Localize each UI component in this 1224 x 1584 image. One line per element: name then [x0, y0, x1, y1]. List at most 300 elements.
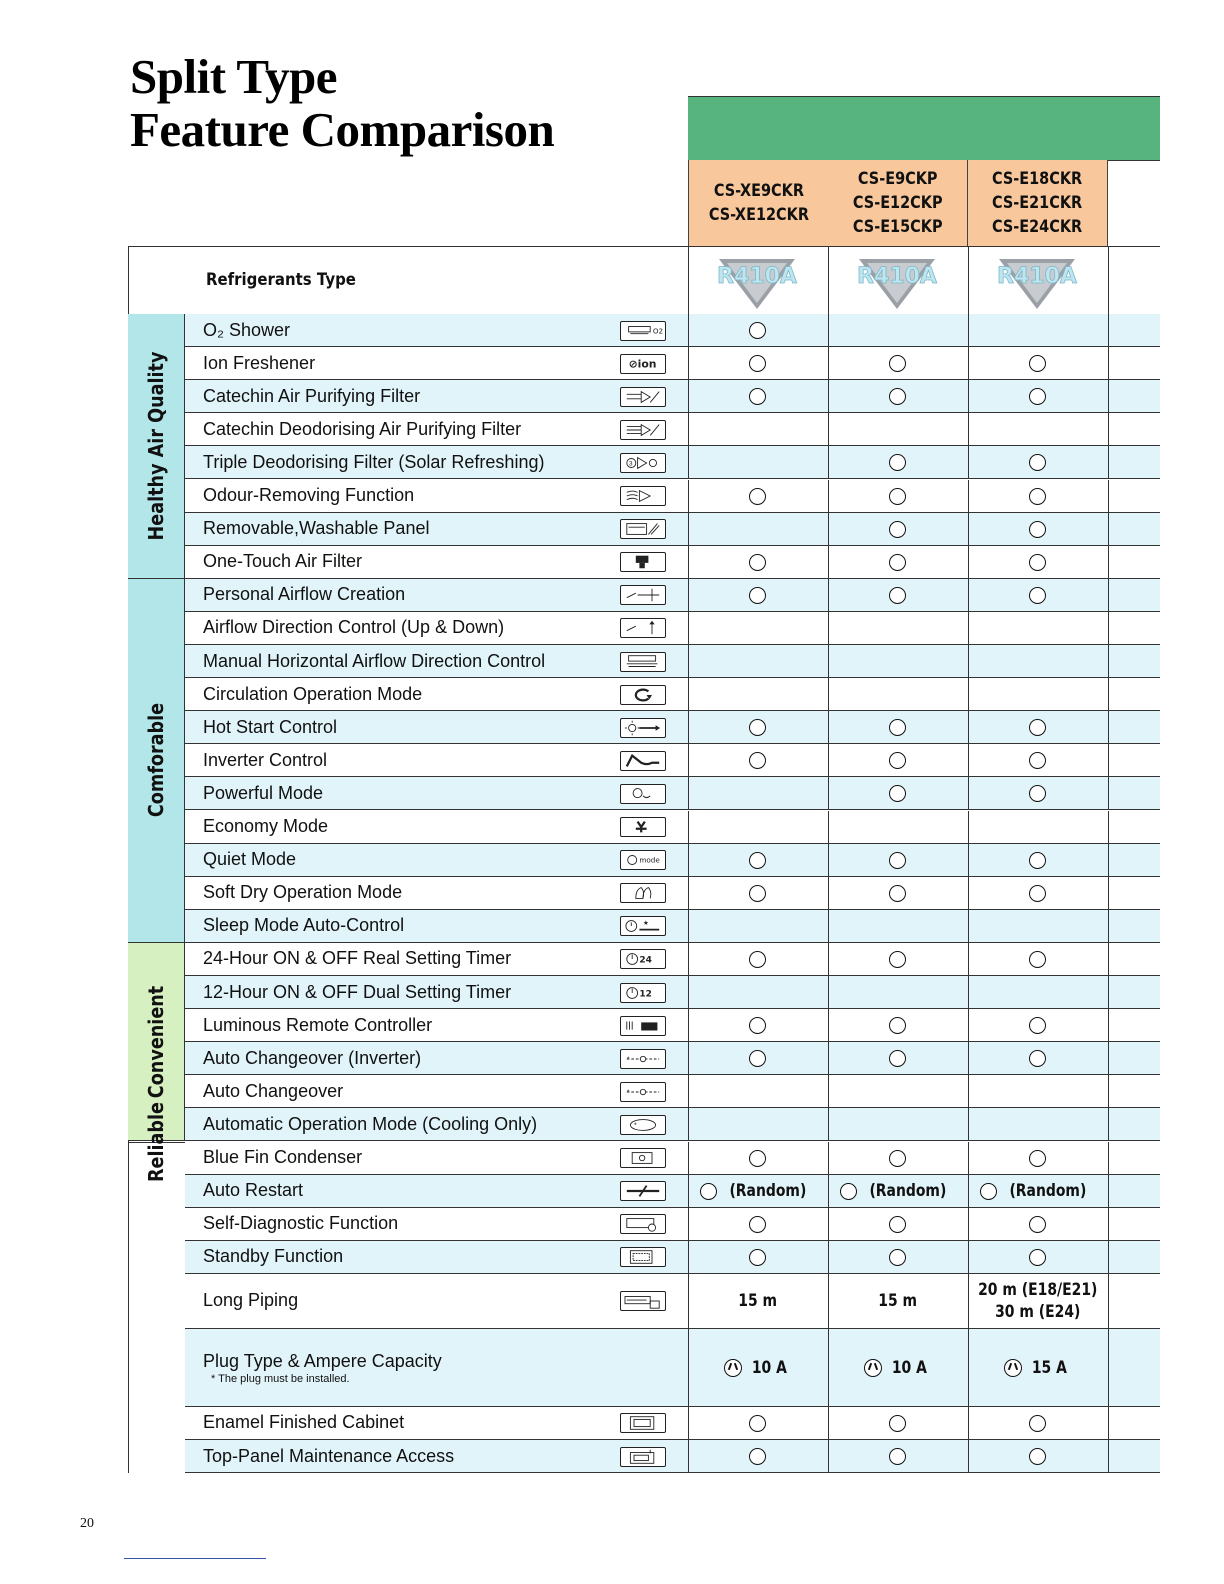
- table-row: [185, 347, 1160, 380]
- economy-mode-icon: [620, 817, 666, 837]
- available-circle-icon: [889, 719, 906, 736]
- table-row: [185, 1329, 1160, 1407]
- available-circle-icon: [1029, 885, 1046, 902]
- feature-label: Auto Restart: [203, 1180, 304, 1201]
- available-circle-icon: [889, 1448, 906, 1465]
- auto-changeover-icon: [620, 1082, 666, 1102]
- table-row: [185, 744, 1160, 777]
- feature-label: Long Piping: [203, 1290, 299, 1311]
- value-cell: [828, 1208, 967, 1241]
- available-circle-icon: [889, 554, 906, 571]
- table-row: [185, 314, 1160, 347]
- value-cell: [688, 612, 827, 645]
- feature-label: Auto Changeover: [203, 1080, 344, 1101]
- feature-label: Triple Deodorising Filter (Solar Refreshing): [203, 451, 545, 472]
- enamel-cabinet-icon: [620, 1413, 666, 1433]
- value-cell: [968, 1407, 1107, 1440]
- value-cell: [828, 1329, 967, 1407]
- value-cell: [688, 777, 827, 810]
- r410a-logo-icon: [853, 253, 941, 311]
- value-cell: [688, 1108, 827, 1141]
- value-cell: [688, 446, 827, 479]
- available-circle-icon: [889, 785, 906, 802]
- value-cell: [688, 711, 827, 744]
- available-circle-icon: [749, 1017, 766, 1034]
- table-row: [185, 678, 1160, 711]
- available-circle-icon: [1029, 1448, 1046, 1465]
- value-cell: [688, 513, 827, 546]
- available-circle-icon: [889, 388, 906, 405]
- value-cell: [968, 347, 1107, 380]
- svg-text:24: 24: [639, 956, 652, 967]
- horizontal-airflow-icon: [620, 652, 666, 672]
- table-row: [185, 446, 1160, 479]
- logo-text: R410A: [857, 264, 937, 289]
- value-cell: [968, 1329, 1107, 1407]
- personal-airflow-icon: [620, 585, 666, 605]
- ampere-text: 10 A: [751, 1357, 788, 1378]
- feature-label: Blue Fin Condenser: [203, 1147, 363, 1168]
- available-circle-icon: [980, 1183, 997, 1200]
- value-cell: [828, 446, 967, 479]
- page-title: [130, 50, 554, 156]
- value-cell: [688, 943, 827, 976]
- feature-label: 24-Hour ON & OFF Real Setting Timer: [203, 948, 512, 969]
- available-circle-icon: [889, 752, 906, 769]
- value-cell: [968, 744, 1107, 777]
- value-cell: [688, 1407, 827, 1440]
- ion-icon: [620, 354, 666, 374]
- value-cell: [828, 744, 967, 777]
- available-circle-icon: [1029, 1150, 1046, 1167]
- value-cell: [688, 314, 827, 347]
- table-row: [185, 380, 1160, 413]
- r410a-logo-icon: [993, 253, 1081, 311]
- feature-label: Hot Start Control: [203, 716, 338, 737]
- value-cell: [968, 678, 1107, 711]
- feature-label: Self-Diagnostic Function: [203, 1213, 399, 1234]
- value-cell: [688, 1440, 827, 1473]
- o2-shower-icon: [620, 321, 666, 341]
- available-circle-icon: [1029, 1249, 1046, 1266]
- auto-restart-icon: [620, 1181, 666, 1201]
- available-circle-icon: [749, 1150, 766, 1167]
- table-row: [185, 711, 1160, 744]
- available-circle-icon: [1029, 852, 1046, 869]
- model-name: CS-E9CKP: [857, 169, 938, 189]
- available-circle-icon: [889, 852, 906, 869]
- available-circle-icon: [889, 587, 906, 604]
- table-row: [185, 811, 1160, 844]
- value-cell: [968, 1108, 1107, 1141]
- auto-operation-icon: [620, 1115, 666, 1135]
- category-comforable: [128, 579, 185, 943]
- available-circle-icon: [749, 752, 766, 769]
- value-cell: [688, 579, 827, 612]
- available-circle-icon: [1029, 1216, 1046, 1233]
- remote-controller-icon: [620, 1016, 666, 1036]
- logo-text: R410A: [717, 264, 797, 289]
- feature-label: One-Touch Air Filter: [203, 551, 363, 572]
- value-cell: [688, 976, 827, 1009]
- table-row: [185, 844, 1160, 877]
- feature-label: Top-Panel Maintenance Access: [203, 1445, 455, 1466]
- value-cell: [828, 1142, 967, 1175]
- triple-deodorising-icon: [620, 453, 666, 473]
- svg-text:*: *: [634, 1120, 637, 1130]
- table-row: [185, 612, 1160, 645]
- top-panel-icon: [620, 1447, 666, 1467]
- self-diagnostic-icon: [620, 1214, 666, 1234]
- value-cell: [688, 678, 827, 711]
- value-cell: [828, 347, 967, 380]
- table-row: [185, 1142, 1160, 1175]
- table-row: [185, 579, 1160, 612]
- value-cell: [968, 612, 1107, 645]
- available-circle-icon: [1029, 388, 1046, 405]
- model-header-1: [688, 160, 829, 246]
- table-row: [185, 976, 1160, 1009]
- value-cell: [688, 347, 827, 380]
- feature-label: Ion Freshener: [203, 352, 316, 373]
- value-cell: [688, 1274, 827, 1329]
- model-name: CS-XE12CKR: [708, 205, 809, 225]
- feature-label: Circulation Operation Mode: [203, 683, 423, 704]
- value-cell: [688, 1241, 827, 1274]
- table-row: [185, 480, 1160, 513]
- model-name: CS-E15CKP: [852, 217, 943, 237]
- model-name: CS-E24CKR: [992, 217, 1083, 237]
- value-cell: [828, 380, 967, 413]
- value-cell: [688, 744, 827, 777]
- catechin-filter-icon: [620, 387, 666, 407]
- timer-12-icon: [620, 983, 666, 1003]
- available-circle-icon: [1029, 1017, 1046, 1034]
- value-cell: [688, 1075, 827, 1108]
- value-text: (Random): [1009, 1181, 1087, 1202]
- feature-label: Plug Type & Ampere Capacity: [203, 1350, 442, 1371]
- value-cell: [828, 645, 967, 678]
- feature-label: Airflow Direction Control (Up & Down): [203, 617, 505, 638]
- value-cell: [688, 380, 827, 413]
- model-name: CS-E18CKR: [992, 169, 1083, 189]
- value-cell: [968, 1075, 1107, 1108]
- powerful-mode-icon: [620, 784, 666, 804]
- value-cell: [828, 877, 967, 910]
- table-row: [185, 943, 1160, 976]
- value-cell: [968, 943, 1107, 976]
- value-cell: [968, 844, 1107, 877]
- feature-label: O₂ Shower: [203, 319, 291, 340]
- available-circle-icon: [1029, 587, 1046, 604]
- category-reliable: [128, 1101, 185, 1182]
- value-cell: [688, 546, 827, 579]
- footer-line: [124, 1558, 266, 1559]
- value-cell: [828, 546, 967, 579]
- available-circle-icon: [749, 852, 766, 869]
- table-row: [185, 1009, 1160, 1042]
- model-name: CS-E12CKP: [852, 193, 943, 213]
- value-cell: [968, 1208, 1107, 1241]
- svg-text:*: *: [626, 1054, 630, 1064]
- feature-label: Personal Airflow Creation: [203, 584, 406, 605]
- value-cell: [968, 1142, 1107, 1175]
- value-cell: [968, 1274, 1107, 1329]
- feature-label: Catechin Air Purifying Filter: [203, 385, 421, 406]
- value-cell: [828, 711, 967, 744]
- available-circle-icon: [749, 322, 766, 339]
- available-circle-icon: [1029, 1415, 1046, 1432]
- value-cell: [968, 645, 1107, 678]
- value-cell: [968, 546, 1107, 579]
- value-cell: [828, 1274, 967, 1329]
- value-cell: [968, 811, 1107, 844]
- available-circle-icon: [749, 1050, 766, 1067]
- available-circle-icon: [889, 1249, 906, 1266]
- page-number: 20: [80, 1516, 94, 1531]
- table-row: [185, 910, 1160, 943]
- value-cell: [828, 314, 967, 347]
- value-cell: [968, 513, 1107, 546]
- airflow-updown-icon: [620, 618, 666, 638]
- value-cell: [828, 1407, 967, 1440]
- value-cell: [968, 446, 1107, 479]
- ampere-text: 15 A: [1031, 1357, 1068, 1378]
- value-cell: [968, 910, 1107, 943]
- svg-text:★: ★: [643, 920, 649, 928]
- model-header-2: [828, 160, 968, 246]
- value-cell: [968, 1009, 1107, 1042]
- available-circle-icon: [749, 554, 766, 571]
- feature-label: Auto Changeover (Inverter): [203, 1047, 422, 1068]
- value-cell: [828, 1241, 967, 1274]
- available-circle-icon: [749, 1249, 766, 1266]
- svg-text:12: 12: [639, 989, 652, 1000]
- available-circle-icon: [1029, 488, 1046, 505]
- table-row: [185, 1440, 1160, 1473]
- category-label: Reliable: [144, 1101, 168, 1182]
- value-cell: [688, 1175, 827, 1208]
- logo-text: R410A: [997, 264, 1077, 289]
- available-circle-icon: [889, 1415, 906, 1432]
- available-circle-icon: [1029, 355, 1046, 372]
- available-circle-icon: [1029, 1050, 1046, 1067]
- hot-start-icon: [620, 718, 666, 738]
- value-text: (Random): [729, 1181, 807, 1202]
- available-circle-icon: [889, 355, 906, 372]
- value-cell: [828, 413, 967, 446]
- table-row: [185, 877, 1160, 910]
- soft-dry-icon: [620, 883, 666, 903]
- available-circle-icon: [889, 1017, 906, 1034]
- title-line-2: Feature Comparison: [130, 102, 555, 157]
- value-text: 20 m (E18/E21) 30 m (E24): [977, 1280, 1098, 1323]
- available-circle-icon: [889, 454, 906, 471]
- value-cell: [968, 877, 1107, 910]
- value-cell: [828, 612, 967, 645]
- refrigerant-row: [128, 246, 1160, 316]
- feature-label: Quiet Mode: [203, 849, 297, 870]
- washable-panel-icon: [620, 519, 666, 539]
- category-label: Comforable: [144, 703, 168, 818]
- feature-label: Catechin Deodorising Air Purifying Filter: [203, 418, 522, 439]
- model-name: CS-E21CKR: [992, 193, 1083, 213]
- blue-fin-icon: [620, 1148, 666, 1168]
- value-cell: [828, 943, 967, 976]
- value-cell: [828, 1440, 967, 1473]
- feature-label: 12-Hour ON & OFF Dual Setting Timer: [203, 981, 512, 1002]
- value-cell: [828, 811, 967, 844]
- available-circle-icon: [1029, 752, 1046, 769]
- value-cell: [968, 1440, 1107, 1473]
- feature-label: Luminous Remote Controller: [203, 1014, 433, 1035]
- timer-24-icon: [620, 949, 666, 969]
- table-row: [185, 513, 1160, 546]
- feature-label: Enamel Finished Cabinet: [203, 1412, 405, 1433]
- feature-label: Standby Function: [203, 1246, 344, 1267]
- value-text: (Random): [869, 1181, 947, 1202]
- value-cell: [688, 1009, 827, 1042]
- available-circle-icon: [700, 1183, 717, 1200]
- value-cell: [828, 678, 967, 711]
- ampere-text: 10 A: [891, 1357, 928, 1378]
- feature-label: Economy Mode: [203, 816, 329, 837]
- standby-icon: [620, 1247, 666, 1267]
- plug-icon: [724, 1359, 742, 1377]
- value-cell: [828, 480, 967, 513]
- available-circle-icon: [840, 1183, 857, 1200]
- feature-label: Automatic Operation Mode (Cooling Only): [203, 1113, 538, 1134]
- available-circle-icon: [749, 388, 766, 405]
- available-circle-icon: [749, 719, 766, 736]
- table-row: [185, 1075, 1160, 1108]
- table-row: [185, 1042, 1160, 1075]
- value-cell: [688, 413, 827, 446]
- table-row: [185, 1274, 1160, 1329]
- table-row: [185, 1407, 1160, 1440]
- value-cell: [828, 1009, 967, 1042]
- value-cell: [968, 380, 1107, 413]
- long-piping-icon: [620, 1291, 666, 1311]
- available-circle-icon: [749, 1216, 766, 1233]
- value-cell: [688, 844, 827, 877]
- value-cell: [688, 910, 827, 943]
- table-row: [185, 645, 1160, 678]
- value-cell: [688, 1042, 827, 1075]
- available-circle-icon: [749, 885, 766, 902]
- feature-table: [128, 314, 1160, 1473]
- plug-icon: [864, 1359, 882, 1377]
- circulation-icon: [620, 685, 666, 705]
- category-healthy-air-quality: [128, 314, 185, 579]
- value-cell: [968, 1241, 1107, 1274]
- value-cell: [688, 645, 827, 678]
- svg-text:mode: mode: [639, 855, 660, 865]
- refrigerant-label: Refrigerants Type: [206, 270, 356, 290]
- available-circle-icon: [889, 1150, 906, 1167]
- value-cell: [828, 1042, 967, 1075]
- value-cell: [688, 877, 827, 910]
- available-circle-icon: [1029, 554, 1046, 571]
- available-circle-icon: [1029, 454, 1046, 471]
- plug-icon: [1004, 1359, 1022, 1377]
- available-circle-icon: [749, 355, 766, 372]
- available-circle-icon: [889, 1216, 906, 1233]
- available-circle-icon: [749, 1415, 766, 1432]
- catechin-deodorising-icon: [620, 420, 666, 440]
- available-circle-icon: [1029, 521, 1046, 538]
- value-cell: [968, 1042, 1107, 1075]
- available-circle-icon: [749, 488, 766, 505]
- available-circle-icon: [749, 1448, 766, 1465]
- value-cell: [828, 1175, 967, 1208]
- value-cell: [828, 1108, 967, 1141]
- model-header-3: [968, 160, 1108, 246]
- category-label: Healthy Air Quality: [144, 351, 168, 541]
- available-circle-icon: [889, 1050, 906, 1067]
- sleep-mode-icon: [620, 916, 666, 936]
- header-green-bar: [688, 96, 1160, 161]
- title-line-1: Split Type: [130, 49, 337, 104]
- auto-changeover-inverter-icon: [620, 1049, 666, 1069]
- odour-removing-icon: [620, 486, 666, 506]
- value-cell: [968, 480, 1107, 513]
- value-cell: [828, 976, 967, 1009]
- available-circle-icon: [749, 951, 766, 968]
- value-text: 15 m: [738, 1291, 777, 1312]
- table-row: [185, 413, 1160, 446]
- value-cell: [688, 1329, 827, 1407]
- available-circle-icon: [1029, 719, 1046, 736]
- svg-text:O2: O2: [652, 326, 664, 336]
- available-circle-icon: [749, 587, 766, 604]
- value-cell: [828, 1075, 967, 1108]
- table-row: [185, 777, 1160, 810]
- svg-text:⊘ion: ⊘ion: [628, 357, 657, 371]
- value-cell: [688, 1208, 827, 1241]
- svg-text:3: 3: [629, 460, 633, 468]
- value-cell: [828, 844, 967, 877]
- value-cell: [828, 513, 967, 546]
- inverter-icon: [620, 751, 666, 771]
- value-cell: [688, 480, 827, 513]
- available-circle-icon: [1029, 951, 1046, 968]
- value-cell: [968, 777, 1107, 810]
- value-cell: [828, 777, 967, 810]
- table-row: [185, 1175, 1160, 1208]
- value-cell: [968, 1175, 1107, 1208]
- table-row: [185, 1241, 1160, 1274]
- value-cell: [968, 314, 1107, 347]
- value-cell: [968, 579, 1107, 612]
- feature-note: * The plug must be installed.: [211, 1372, 350, 1385]
- air-filter-icon: [620, 552, 666, 572]
- value-cell: [968, 976, 1107, 1009]
- table-row: [185, 1208, 1160, 1241]
- feature-label: Inverter Control: [203, 749, 328, 770]
- feature-label: Powerful Mode: [203, 782, 324, 803]
- available-circle-icon: [1029, 785, 1046, 802]
- model-name: CS-XE9CKR: [713, 181, 804, 201]
- feature-label: Soft Dry Operation Mode: [203, 882, 403, 903]
- available-circle-icon: [889, 885, 906, 902]
- feature-label: Odour-Removing Function: [203, 485, 415, 506]
- value-cell: [828, 910, 967, 943]
- table-row: [185, 546, 1160, 579]
- feature-label: Manual Horizontal Airflow Direction Control: [203, 650, 546, 671]
- value-cell: [688, 811, 827, 844]
- quiet-mode-icon: [620, 850, 666, 870]
